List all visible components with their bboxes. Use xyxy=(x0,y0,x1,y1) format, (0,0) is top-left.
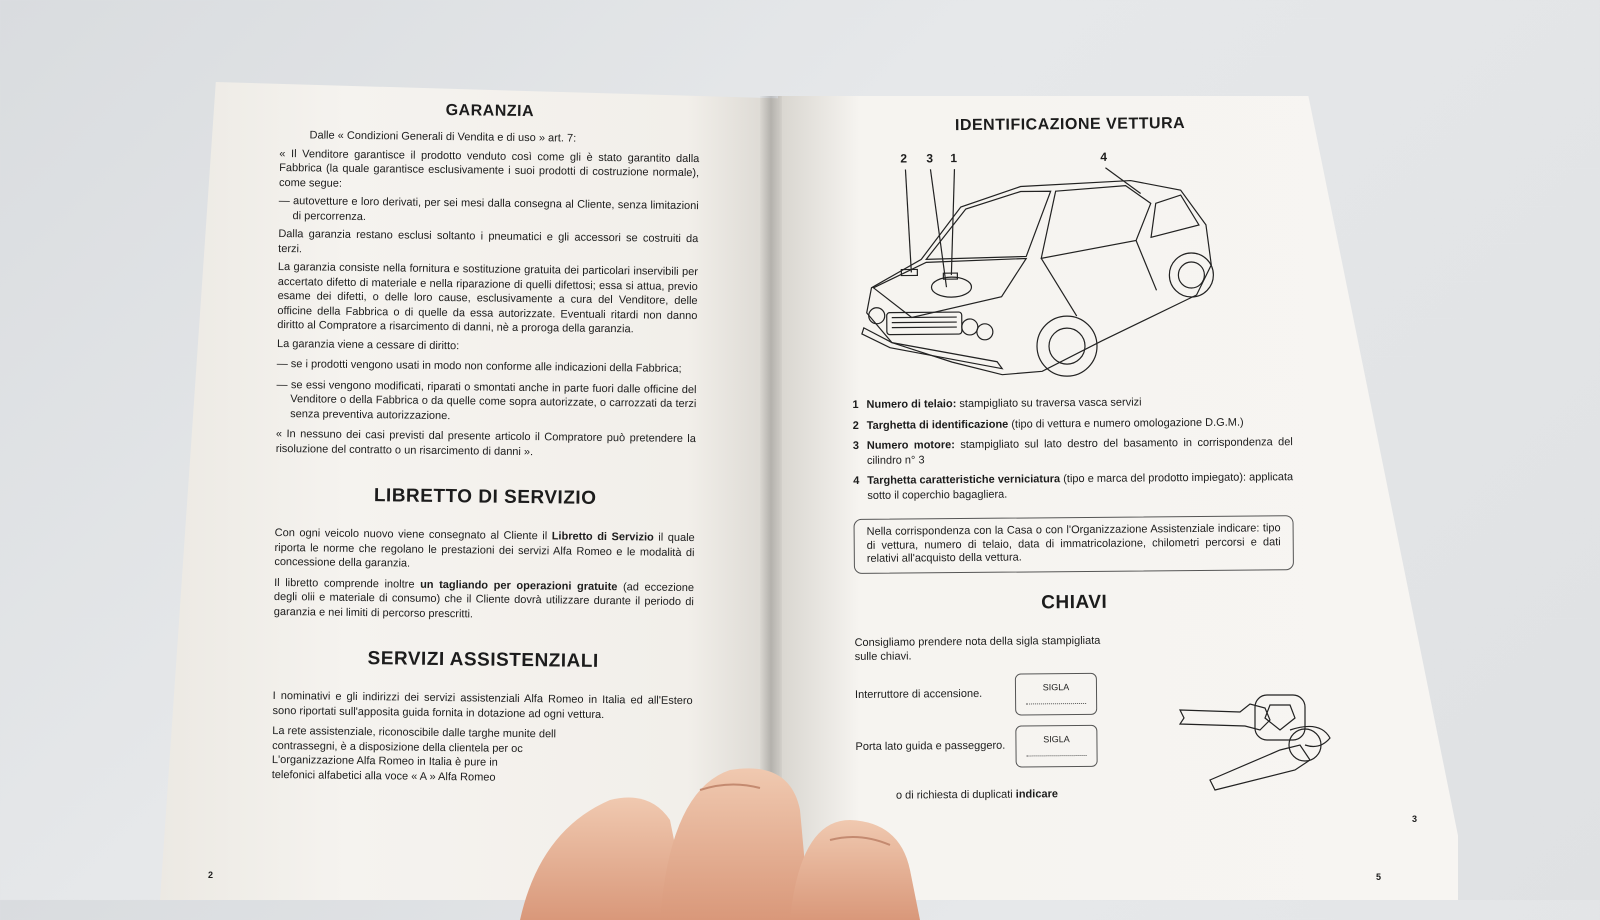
libretto-p1-a: Con ogni veicolo nuovo viene consegnato al Cliente il xyxy=(274,526,552,543)
sigla-box-doors: SIGLA xyxy=(1015,724,1097,767)
chiavi-title: CHIAVI xyxy=(1041,591,1108,613)
servizi-p2-line2: contrassegni, è a disposizione della clientela per oc xyxy=(272,739,523,755)
item-text: stampigliato su traversa vasca servizi xyxy=(956,396,1142,411)
right-page-bottom-number: 5 xyxy=(1376,872,1382,882)
servizi-p2-line1: La rete assistenziale, riconoscibile dalle targhe munite dell xyxy=(272,724,557,741)
callout-4: 4 xyxy=(1100,149,1108,164)
garanzia-p2: Dalla garanzia restano esclusi soltanto i pneumatici e gli accessori se costruiti da terzi. xyxy=(278,227,699,255)
garanzia-title: GARANZIA xyxy=(445,102,535,121)
garanzia-item-3: — se essi vengono modificati, riparati o smontati anche in parte fuori dalle officine del Venditore o della Fabbrica o da quelle come sopra autorizzate, o carrozzati da terzi senza preventiva autorizzazione. xyxy=(276,378,697,422)
identification-item-4 xyxy=(853,470,1293,503)
item-label: Targhetta di identificazione xyxy=(866,418,1009,432)
callout-2: 2 xyxy=(900,151,908,166)
callout-3: 3 xyxy=(926,151,934,166)
hand-fingers xyxy=(500,750,940,920)
item-label: Numero motore: xyxy=(866,439,955,452)
libretto-p1-b: Libretto di Servizio xyxy=(551,530,654,544)
identification-item-3 xyxy=(853,435,1293,468)
item-label: Targhetta caratteristiche verniciatura xyxy=(867,473,1061,487)
callout-1: 1 xyxy=(950,151,958,166)
garanzia-item-1: — autovetture e loro derivati, per sei mesi dalla consegna al Cliente, senza limitazioni di percorrenza. xyxy=(278,194,699,223)
item-number: 1 xyxy=(852,398,859,411)
key-row-ignition-label: Interruttore di accensione. xyxy=(854,688,983,702)
libretto-p2-b: un tagliando per operazioni gratuite xyxy=(420,578,618,593)
sigla-box-ignition: SIGLA xyxy=(1015,672,1097,715)
key-row-doors-label: Porta lato guida e passeggero. xyxy=(855,739,1006,754)
libretto-p1-c: il quale riporta le norme che regolano le prestazioni dei servizi Alfa Romeo e le modalità di concessione della garanzia. xyxy=(274,531,695,570)
item-number: 3 xyxy=(852,439,860,452)
libretto-p1 xyxy=(274,526,695,575)
identification-item-2 xyxy=(853,415,1293,433)
item-text: stampigliato sul lato destro del basamento in corrispondenza del cilindro n° 3 xyxy=(866,436,1293,467)
left-page-number: 2 xyxy=(208,870,214,880)
garanzia-p1: « Il Venditore garantisce il prodotto venduto così come gli è stato garantito dalla Fabbrica (la quale garantisce esclusivamente i suoi prodotti di costruzione normale), come segue: xyxy=(278,147,700,190)
garanzia-intro: Dalle « Condizioni Generali di Vendita e di uso » art. 7: xyxy=(309,129,577,145)
libretto-p2-c: (ad eccezione degli olii e materiale di consumo) che il Cliente dovrà utilizzare durante il periodo di garanzia e nei limiti di percorso prescritti. xyxy=(273,580,695,620)
right-page-number: 3 xyxy=(1412,814,1418,824)
car-drawing xyxy=(850,144,1272,398)
servizi-p2-line3: L'organizzazione Alfa Romeo in Italia è pure in xyxy=(271,753,498,769)
servizi-title: SERVIZI ASSISTENZIALI xyxy=(367,648,599,672)
garanzia-p5: « In nessuno dei casi previsti dal presente articolo il Compratore può pretendere la risoluzione del contratto o un risarcimento di danni ». xyxy=(275,427,696,458)
chiavi-footer-a: o di richiesta di duplicati xyxy=(895,788,1016,802)
item-text: (tipo di vettura e numero omologazione D.G.M.) xyxy=(1008,416,1244,431)
car-illustration xyxy=(850,144,1272,398)
identification-list xyxy=(852,394,1293,503)
item-label: Numero di telaio: xyxy=(866,398,957,411)
chiavi-intro: Consigliamo prendere nota della sigla stampigliata sulle chiavi. xyxy=(854,634,1101,663)
libretto-title: LIBRETTO DI SERVIZIO xyxy=(373,485,597,509)
libretto-p2 xyxy=(274,575,695,624)
left-page-content xyxy=(272,100,700,787)
servizi-p1: I nominativi e gli indirizzi dei servizi assistenziali Alfa Romeo in Italia ed all'Estero sono riportati sull'apposita guida fornita in dotazione ad ogni vettura. xyxy=(272,689,693,721)
chiavi-footer-b: indicare xyxy=(1015,787,1058,801)
item-number: 4 xyxy=(853,474,860,487)
garanzia-p4: La garanzia viene a cessare di diritto: xyxy=(276,337,460,352)
garanzia-item-2: — se i prodotti vengono usati in modo non conforme alle indicazioni della Fabbrica; xyxy=(276,357,682,375)
item-text: (tipo e marca del prodotto impiegato): applicata sotto il coperchio bagagliera. xyxy=(867,471,1294,502)
item-number: 2 xyxy=(852,419,859,432)
correspondence-note: Nella corrispondenza con la Casa o con l'Organizzazione Assistenziale indicare: tipo di vettura, numero di telaio, data di immatricolazione, chilometri percorsi e dati relativi all'acquisto della vettura. xyxy=(853,515,1293,573)
libretto-p2-a: Il libretto comprende inoltre xyxy=(274,576,421,591)
identificazione-title: IDENTIFICAZIONE VETTURA xyxy=(954,115,1186,135)
servizi-p2-line4: telefonici alfabetici alla voce « A » Alfa Romeo xyxy=(271,768,496,784)
garanzia-p3: La garanzia consiste nella fornitura e sostituzione gratuita dei particolari inservibili per accertato difetto di materiale e nella riparazione di quelli difettosi; essa si attua, previo esame dei difetti, o delle loro cause, esclusivamente a cura del Venditore, delle officine della Fabbrica o di quelle da essa autorizzate. Eventuali ritardi non danno diritto al Compratore a risarcimento di danni, nè a proroga della garanzia. xyxy=(277,260,699,336)
keys-illustration xyxy=(1170,690,1350,800)
